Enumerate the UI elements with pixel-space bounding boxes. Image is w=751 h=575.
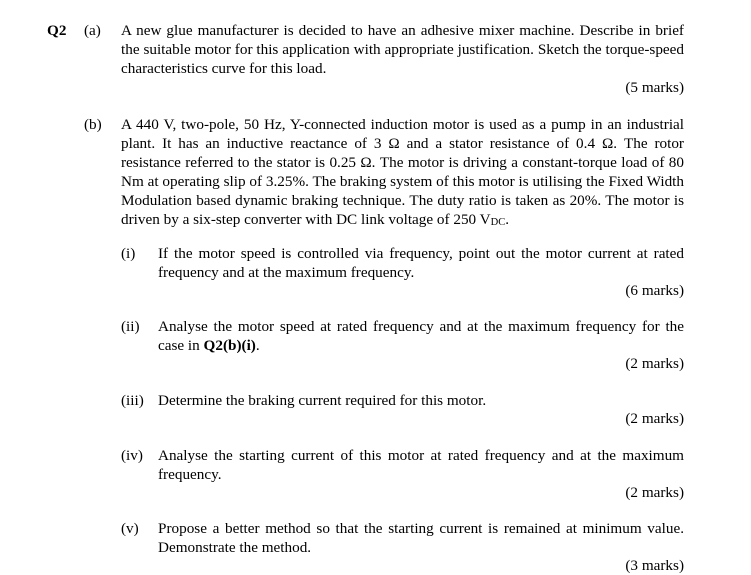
part-a-label: (a)	[84, 22, 101, 39]
subpart-ii-text-main: Analyse the motor speed at rated frequency and at the maximum frequency for the case in	[158, 318, 684, 354]
part-b-subscript: DC	[490, 217, 506, 228]
subpart-ii-label: (ii)	[121, 318, 140, 335]
part-a-marks: (5 marks)	[625, 79, 684, 96]
subpart-ii-text-end: .	[255, 337, 260, 354]
part-b-label: (b)	[84, 116, 102, 133]
subpart-i-marks: (6 marks)	[625, 282, 684, 299]
subpart-v-marks: (3 marks)	[625, 557, 684, 574]
subpart-v-label: (v)	[121, 520, 139, 537]
subpart-ii-text	[158, 317, 684, 355]
subpart-ii-marks: (2 marks)	[625, 355, 684, 372]
subpart-iii-text: Determine the braking current required for this motor.	[158, 392, 487, 409]
subpart-ii-reference: Q2(b)(i)	[203, 337, 256, 354]
subpart-iii-marks: (2 marks)	[625, 410, 684, 427]
part-b-text-main: A 440 V, two-pole, 50 Hz, Y-connected induction motor is used as a pump in an industrial plant. It has an inductive reactance of 3 Ω and a stator resistance of 0.4 Ω. The rotor resistance referred to the stator is 0.25 Ω. The motor is driving a constant-torque load of 80 Nm at operating slip of 3.25%. The braking system of this motor is utilising the Fixed Width Modulation based dynamic braking technique. The duty ratio is taken as 20%. The motor is driven by a six-step converter with DC link voltage of 250 V	[121, 116, 684, 228]
subpart-i-text: If the motor speed is controlled via frequency, point out the motor current at rated frequency and at the maximum frequency.	[158, 245, 684, 281]
part-b-text	[121, 115, 684, 231]
subpart-i-label: (i)	[121, 245, 136, 262]
part-b-text-end: .	[505, 211, 510, 228]
subpart-v-text: Propose a better method so that the starting current is remained at minimum value. Demonstrate the method.	[158, 520, 684, 556]
question-number: Q2	[47, 22, 67, 39]
subpart-iv-marks: (2 marks)	[625, 484, 684, 501]
subpart-iii-label: (iii)	[121, 392, 144, 409]
subpart-iv-text: Analyse the starting current of this motor at rated frequency and at the maximum frequency.	[158, 447, 684, 483]
part-a-text: A new glue manufacturer is decided to have an adhesive mixer machine. Describe in brief the suitable motor for this application with appropriate justification. Sketch the torque-speed characteristics curve for this load.	[121, 22, 684, 77]
subpart-iv-label: (iv)	[121, 447, 143, 464]
